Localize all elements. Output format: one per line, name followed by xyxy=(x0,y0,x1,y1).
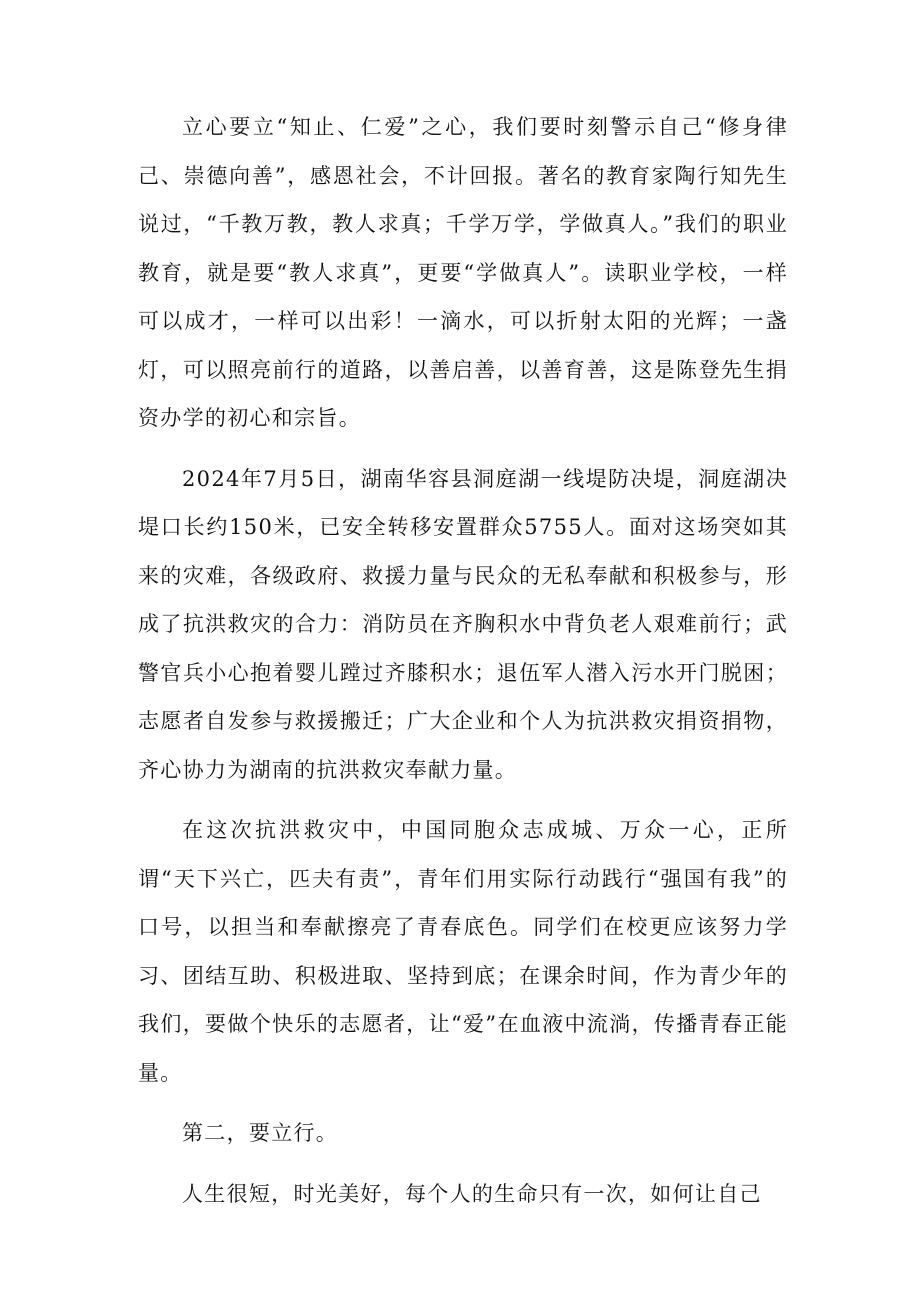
document-body xyxy=(138,103,788,1230)
paragraph-heart-intention: 立心要立“知止、仁爱”之心，我们要时刻警示自己“修身律己、崇德向善”，感恩社会，不计回报。著名的教育家陶行知先生说过，“千教万教，教人求真；千学万学，学做真人。”我们的职业教育，就是要“教人求真”，更要“学做真人”。读职业学校，一样可以成才，一样可以出彩！一滴水，可以折射太阳的光辉；一盏灯，可以照亮前行的道路，以善启善，以善育善，这是陈登先生捐资办学的初心和宗旨。 xyxy=(138,115,788,430)
paragraph-youth-responsibility: 在这次抗洪救灾中，中国同胞众志成城、万众一心，正所谓“天下兴亡，匹夫有责”，青年们用实际行动践行“强国有我”的口号，以担当和奉献擦亮了青春底色。同学们在校更应该努力学习、团结互助、积极进取、坚持到底；在课余时间，作为青少年的我们，要做个快乐的志愿者，让“爱”在血液中流淌，传播青春正能量。 xyxy=(138,818,788,1085)
paragraph-flood-relief: 2024年7月5日，湖南华容县洞庭湖一线堤防决堤，洞庭湖决堤口长约150米，已安全转移安置群众5755人。面对这场突如其来的灾难，各级政府、救援力量与民众的无私奉献和积极参与，形成了抗洪救灾的合力：消防员在齐胸积水中背负老人艰难前行；武警官兵小心抱着婴儿蹚过齐膝积水；退伍军人潜入污水开门脱困；志愿者自发参与救援搬迁；广大企业和个人为抗洪救灾捐资捐物，齐心协力为湖南的抗洪救灾奉献力量。 xyxy=(138,466,788,782)
paragraph-life-short: 人生很短，时光美好，每个人的生命只有一次，如何让自己 xyxy=(182,1181,762,1206)
section-heading-action: 第二，要立行。 xyxy=(182,1121,339,1145)
